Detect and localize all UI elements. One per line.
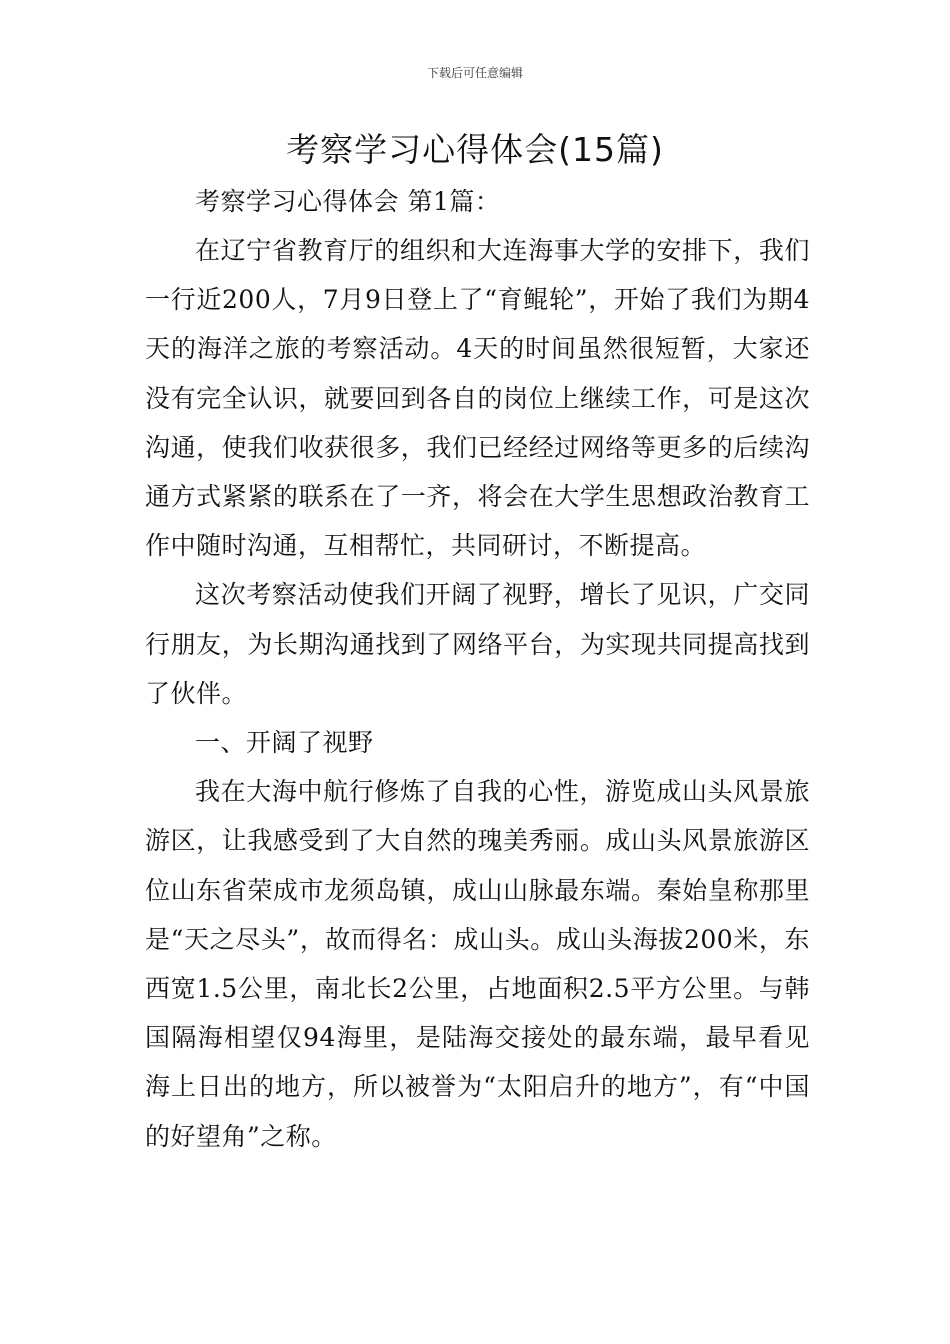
section-heading: 一、开阔了视野 bbox=[195, 728, 374, 758]
body-paragraph-2: 这次考察活动使我们开阔了视野，增长了见识，广交同行朋友，为长期沟通找到了网络平台，为实现共同提高找到了伙伴。 bbox=[145, 580, 810, 708]
document-title: 考察学习心得体会(15篇) bbox=[286, 130, 664, 169]
section-paragraph: 我在大海中航行修炼了自我的心性，游览成山头风景旅游区，让我感受到了大自然的瑰美秀丽。成山头风景旅游区位山东省荣成市龙须岛镇，成山山脉最东端。秦始皇称那里是“天之尽头”，故而得名：成山头。成山头海拔200米，东西宽1.5公里，南北长2公里，占地面积2.5平方公里。与韩国隔海相望仅94海里，是陆海交接处的最东端，最早看见海上日出的地方，所以被誉为“太阳启升的地方”，有“中国的好望角”之称。 bbox=[145, 777, 810, 1151]
document-body bbox=[145, 177, 810, 1161]
page-header-note: 下载后可任意编辑 bbox=[426, 66, 523, 80]
article-subtitle: 考察学习心得体会 第1篇： bbox=[195, 187, 501, 216]
body-paragraph-1: 在辽宁省教育厅的组织和大连海事大学的安排下，我们一行近200人，7月9日登上了“育鲲轮”，开始了我们为期4天的海洋之旅的考察活动。4天的时间虽然很短暂，大家还没有完全认识，就要回到各自的岗位上继续工作，可是这次沟通，使我们收获很多，我们已经经过网络等更多的后续沟通方式紧紧的联系在了一齐，将会在大学生思想政治教育工作中随时沟通，互相帮忙，共同研讨，不断提高。 bbox=[145, 236, 810, 561]
